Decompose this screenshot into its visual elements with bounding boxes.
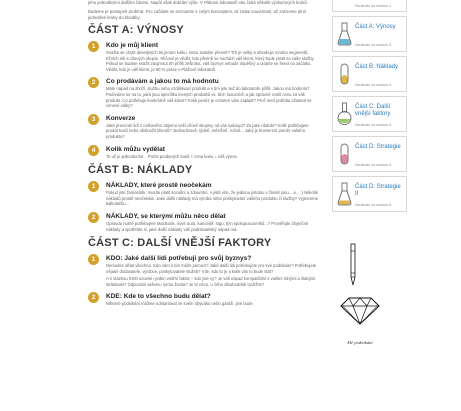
module-card-sub: Na studiu od modulu 3. (355, 43, 392, 47)
step-number-badge: 2 (88, 292, 99, 303)
list-item (88, 41, 320, 72)
main-content (88, 0, 320, 312)
beaker-icon (337, 22, 352, 46)
module-card-title: Část A: Výnosy (355, 24, 396, 30)
item-text: Pokud jste živnostník, musíte platit sociální a zdravotní. A jistě víte, že jedinou jistotou v životě jsou... a... :) Několik nákladů prostě neočekáte. Jaké další náklady má výroba nebo poskytování vašeho produktu či služby? Vyjmenme kalkulačku... (106, 190, 318, 207)
step-number-badge: 2 (88, 77, 99, 88)
module-card-title: Část D: Strategie (355, 144, 401, 150)
step-number-badge: 1 (88, 181, 99, 192)
test-tube-icon (337, 142, 352, 166)
step-number-badge: 3 (88, 114, 99, 125)
section-title-b: ČÁST B: NÁKLADY (88, 164, 193, 177)
list-item (88, 292, 320, 307)
list-item (88, 114, 320, 140)
module-card-title: Část D: Strategie II (355, 184, 401, 197)
intro (88, 0, 320, 21)
module-card-sub: Na studiu od modulu 6. (355, 203, 392, 207)
module-card-sub: Na studiu od modulu 5. (355, 163, 392, 167)
module-card-sub: Na studiu od modulu 4. (355, 83, 392, 87)
list-item (88, 145, 320, 160)
flask-icon (337, 102, 352, 126)
module-card-sub: Na studiu od modulu 1. (355, 4, 392, 8)
step-number-badge: 1 (88, 41, 99, 52)
item-title: KDE: Kde to všechno budu dělat? (106, 293, 211, 301)
module-card-dalsi-faktory[interactable] (332, 96, 407, 132)
list-item (88, 254, 320, 287)
intro-paragraph: Budeme je postupně probírat. Pro začátek se seznamte s celým konceptem, ať znáte souvislosti, až začneme plnit jednotlivé kroky do hloubky. (88, 9, 306, 20)
module-card-strategie[interactable] (332, 136, 407, 172)
list-item (88, 181, 320, 207)
section-title-c: ČÁST C: DALŠÍ VNĚJŠÍ FAKTORY (88, 237, 272, 250)
item-title: Konverze (106, 114, 136, 122)
module-card-strategie-ii[interactable] (332, 176, 407, 212)
module-card-naklady[interactable] (332, 56, 407, 92)
step-number-badge: 4 (88, 145, 99, 156)
item-text: Nemusíte dělat všechno. Kdo vám s tím může pomoct? Jaké další lidi potřebujete pro své podnikání? Potřebujete nějaké dodavatele, výrobce, poskytovatele služeb? Víte, kdo to je a kolik vás to bude stát? (106, 263, 317, 274)
module-card-vynosy[interactable] (332, 16, 407, 52)
item-text: Jaké procento lidí z celkového objemu vaší cílové skupiny od vás nakoupí? Za jaké období? Kolik potřebujete prodat kusů nebo obsloužit klientů? Jednorázově, týdně, měsíčně, ročně... Jaký je konverzní poměr vašeho produktu? (106, 122, 309, 139)
item-text: To už je jednoduché... Počet prodaných kusů × cena kusu = váš výnos. (106, 153, 238, 159)
item-title: NÁKLADY, se kterými můžu něco dělat (106, 212, 226, 220)
intro-top-text: jeho jednotlivými dalšími částmi. Napůl však dobrání výše. V Plátové laboratoři vás čeká několik výzkumných kroků. (88, 0, 308, 5)
sidebar-modules (332, 0, 407, 216)
list-item (88, 212, 320, 232)
step-number-badge: 1 (88, 254, 99, 265)
test-tube-icon (337, 62, 352, 86)
diamond-icon (339, 296, 381, 326)
item-text: Opravdu nutně potřebujete MacBook, nové auto, kancelář, logo, tým spolupracovníků...? Prověřujte zbytečné náklady a spotřebte si, jaké další náklady váš podnikatelský nápad má. (106, 220, 309, 232)
list-item (88, 77, 320, 108)
module-card-title: Část B: Náklady (355, 64, 399, 70)
item-title: KDO: Jaké další lidi potřebuji pro svůj byznys? (106, 255, 252, 263)
item-text: Máte nápad na zboží, službu nebo vzdělávací produkt a s tím jste teď do laboratoře přišli. Jakou má hodnotu? Podíváme se na to, jaká jsou specifika levných produktů vs. těch luxusních a jak správně zvolit cenu za váš produkt. Co potřebuje konkrétně váš klient? Kolik peněz je ochoten vám zaplatit? Proč není potřeba účastnit se cenové války? (106, 86, 312, 109)
item-text: Snažte se chytit desetjiných tis jenom kulku, nebo zamilite přesně? Trh je velký a obsahuje mnoho segmentů, tržních nik a cílových skupin. Klíčové je vědět, kdo přesně se nachází váš klient, který bude platit za vaše služby. Pokud se budete snažit zaujmout trh příliš zeširoka, váš byznys nebude úspěšný a utopíte se hned na začátku. Vědět, kdo je váš klient, je 80 % práce v Plážové laboratoři. (106, 50, 315, 72)
item-title: Co prodávám a jakou to má hodnotu (106, 78, 219, 86)
module-card-intro[interactable] (332, 0, 407, 12)
item-title: Kdo je můj klient (106, 42, 159, 49)
pen-icon (345, 243, 361, 288)
item-text: Některé podnikání můžete odstartovat ve svém obýváku nebo garáži, jiné bude (106, 301, 253, 307)
item-text: A s otázkou KDO souvisí i jeden vnitřní faktor – kdo jste vy? Je váš nápad kompatibilní s vašimi silnými a slabými stránkami? Odpovídá vašemu rytmu života? Je to něco, u čeho dlouhodobě vydržíte? (106, 276, 316, 287)
module-card-sub: Na studiu od modulu 5. (355, 123, 392, 127)
diamond-caption: Mé podnikání (347, 340, 373, 345)
item-title: NÁKLADY, které prostě neočekám (106, 182, 212, 190)
section-title-a: ČÁST A: VÝNOSY (88, 24, 184, 36)
beaker-icon (337, 182, 352, 206)
step-number-badge: 2 (88, 212, 99, 223)
module-card-title: Část C: Další vnější faktory (355, 104, 391, 117)
item-title: Kolik můžu vydělat (106, 145, 165, 153)
